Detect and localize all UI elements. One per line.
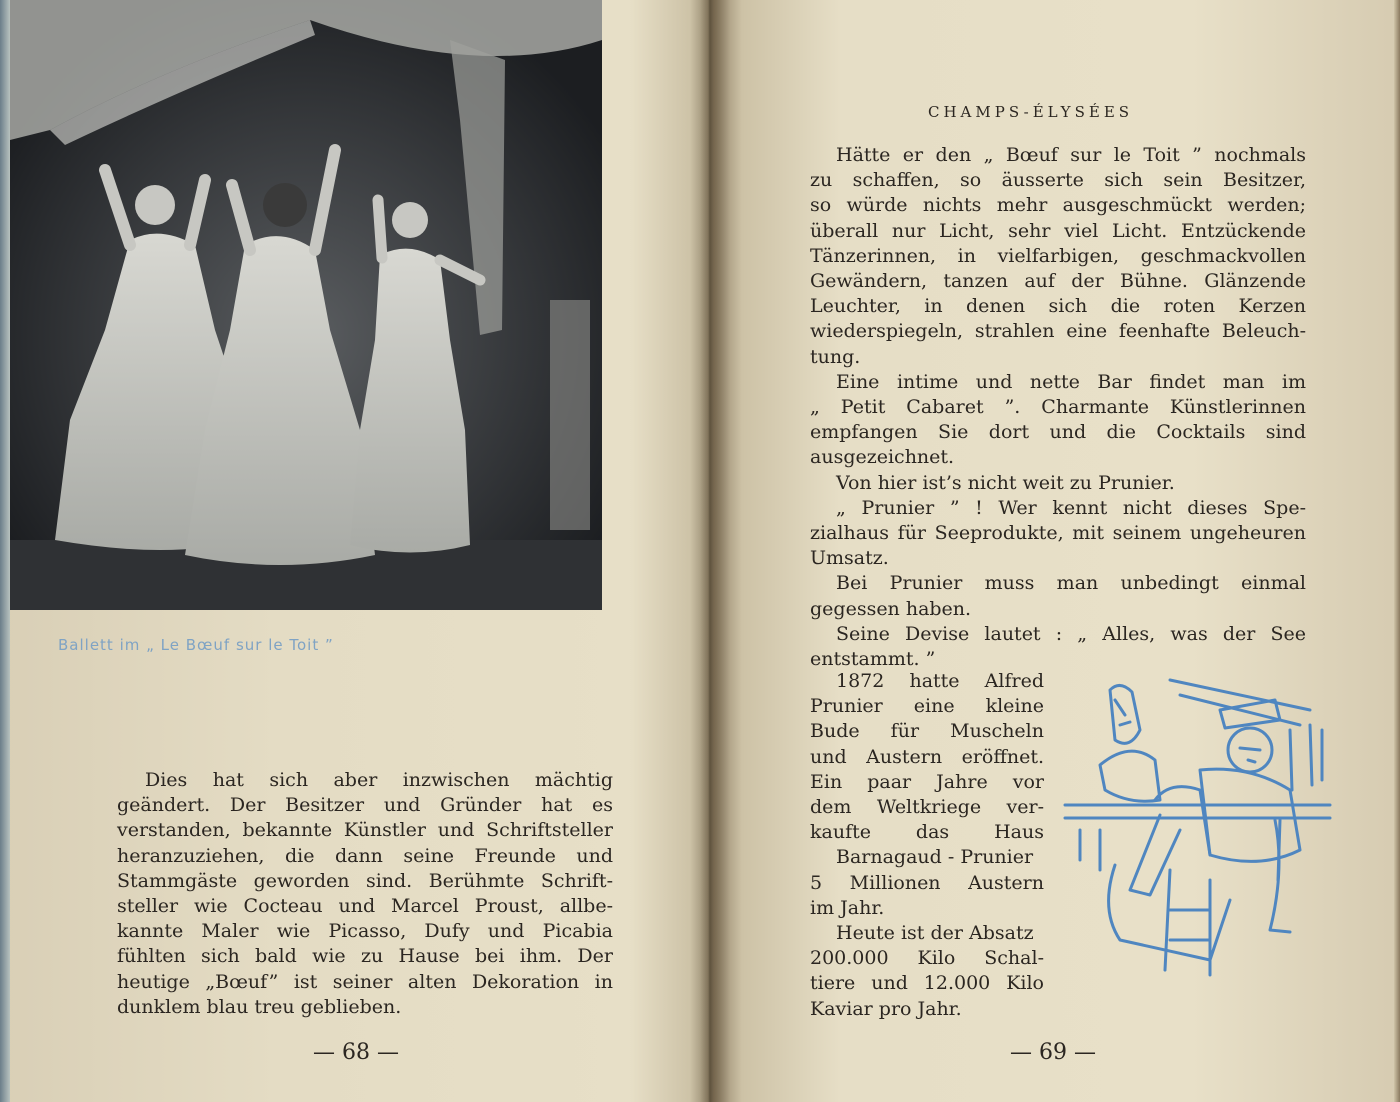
text-line: kaufte das Haus (810, 821, 1044, 844)
text-line: zu schaffen, so äusserte sich sein Besitzer, (810, 169, 1306, 192)
photo-caption: Ballett im „ Le Bœuf sur le Toit ” (58, 636, 334, 654)
text-line: so würde nichts mehr ausgeschmückt werden; (810, 194, 1306, 217)
text-line: Dies hat sich aber inzwischen mächtig (145, 769, 613, 791)
text-line: verstanden, bekannte Künstler und Schriftsteller (117, 819, 613, 842)
text-line: zialhaus für Seeprodukte, mit seinem ungeheuren (810, 522, 1306, 545)
text-line: ausgezeichnet. (810, 446, 955, 469)
text-line: Barnagaud - Prunier (836, 846, 1034, 869)
text-line: heutige „Bœuf” ist seiner alten Dekoration in (117, 970, 613, 993)
text-line: entstammt. ” (810, 648, 936, 671)
text-line: im Jahr. (810, 896, 885, 919)
page-number-right: — 69 — (1010, 1040, 1096, 1065)
text-line: Bude für Muscheln (810, 720, 1044, 743)
page-edge-left (0, 0, 10, 1102)
page-number-left: — 68 — (313, 1040, 399, 1065)
text-line: geändert. Der Besitzer und Gründer hat es (117, 794, 613, 817)
text-line: Kaviar pro Jahr. (810, 997, 962, 1020)
text-line: „ Petit Cabaret ”. Charmante Künstlerinnen (810, 396, 1306, 419)
text-line: kannte Maler wie Picasso, Dufy und Picabia (117, 920, 613, 943)
book-gutter (690, 0, 730, 1102)
text-line: Hätte er den „ Bœuf sur le Toit ” nochmals (836, 144, 1306, 166)
text-line: Bei Prunier muss man unbedingt einmal (836, 572, 1306, 595)
bar-sketch-illustration (1060, 670, 1350, 990)
page-edge-right (1394, 0, 1400, 1102)
running-head: CHAMPS-ÉLYSÉES (928, 103, 1134, 121)
text-line: Von hier ist’s nicht weit zu Prunier. (836, 471, 1175, 494)
text-line: 1872 hatte Alfred (836, 670, 1044, 692)
text-line: Stammgäste geworden sind. Berühmte Schrift- (117, 869, 613, 892)
ballet-photo (10, 0, 602, 610)
text-line: Umsatz. (810, 547, 889, 570)
left-page-body (117, 768, 613, 1020)
text-line: 5 Millionen Austern (810, 871, 1044, 894)
text-line: Leuchter, in denen sich die roten Kerzen (810, 295, 1306, 318)
text-line: gegessen haben. (810, 597, 972, 620)
text-line: 200.000 Kilo Schal- (810, 947, 1044, 970)
text-line: Heute ist der Absatz (836, 922, 1034, 945)
text-line: Eine intime und nette Bar findet man im (836, 370, 1306, 393)
text-line: wiederspiegeln, strahlen eine feenhafte Beleuch- (810, 320, 1306, 343)
text-line: Prunier eine kleine (810, 695, 1044, 718)
text-line: Ein paar Jahre vor (810, 770, 1044, 793)
text-line: dunklem blau treu geblieben. (117, 995, 402, 1018)
text-line: steller wie Cocteau und Marcel Proust, allbe- (117, 895, 613, 918)
text-line: tiere und 12.000 Kilo (810, 972, 1044, 995)
text-line: Gewändern, tanzen auf der Bühne. Glänzende (810, 270, 1306, 293)
text-line: dem Weltkriege ver- (810, 796, 1044, 819)
text-line: fühlten sich bald wie zu Hause bei ihm. Der (117, 945, 613, 968)
text-line: überall nur Licht, sehr viel Licht. Entzückende (810, 219, 1306, 242)
text-line: empfangen Sie dort und die Cocktails sind (810, 421, 1306, 444)
text-line: heranzuziehen, die dann seine Freunde und (117, 844, 613, 867)
text-line: Tänzerinnen, in vielfarbigen, geschmackvollen (810, 244, 1306, 267)
text-line: tung. (810, 345, 861, 368)
text-line: „ Prunier ” ! Wer kennt nicht dieses Spe- (836, 496, 1306, 519)
right-page-body (810, 143, 1306, 672)
text-line: Seine Devise lautet : „ Alles, was der See (836, 622, 1306, 645)
text-line: und Austern eröffnet. (810, 745, 1044, 768)
wrapped-text-block (810, 669, 1044, 1022)
